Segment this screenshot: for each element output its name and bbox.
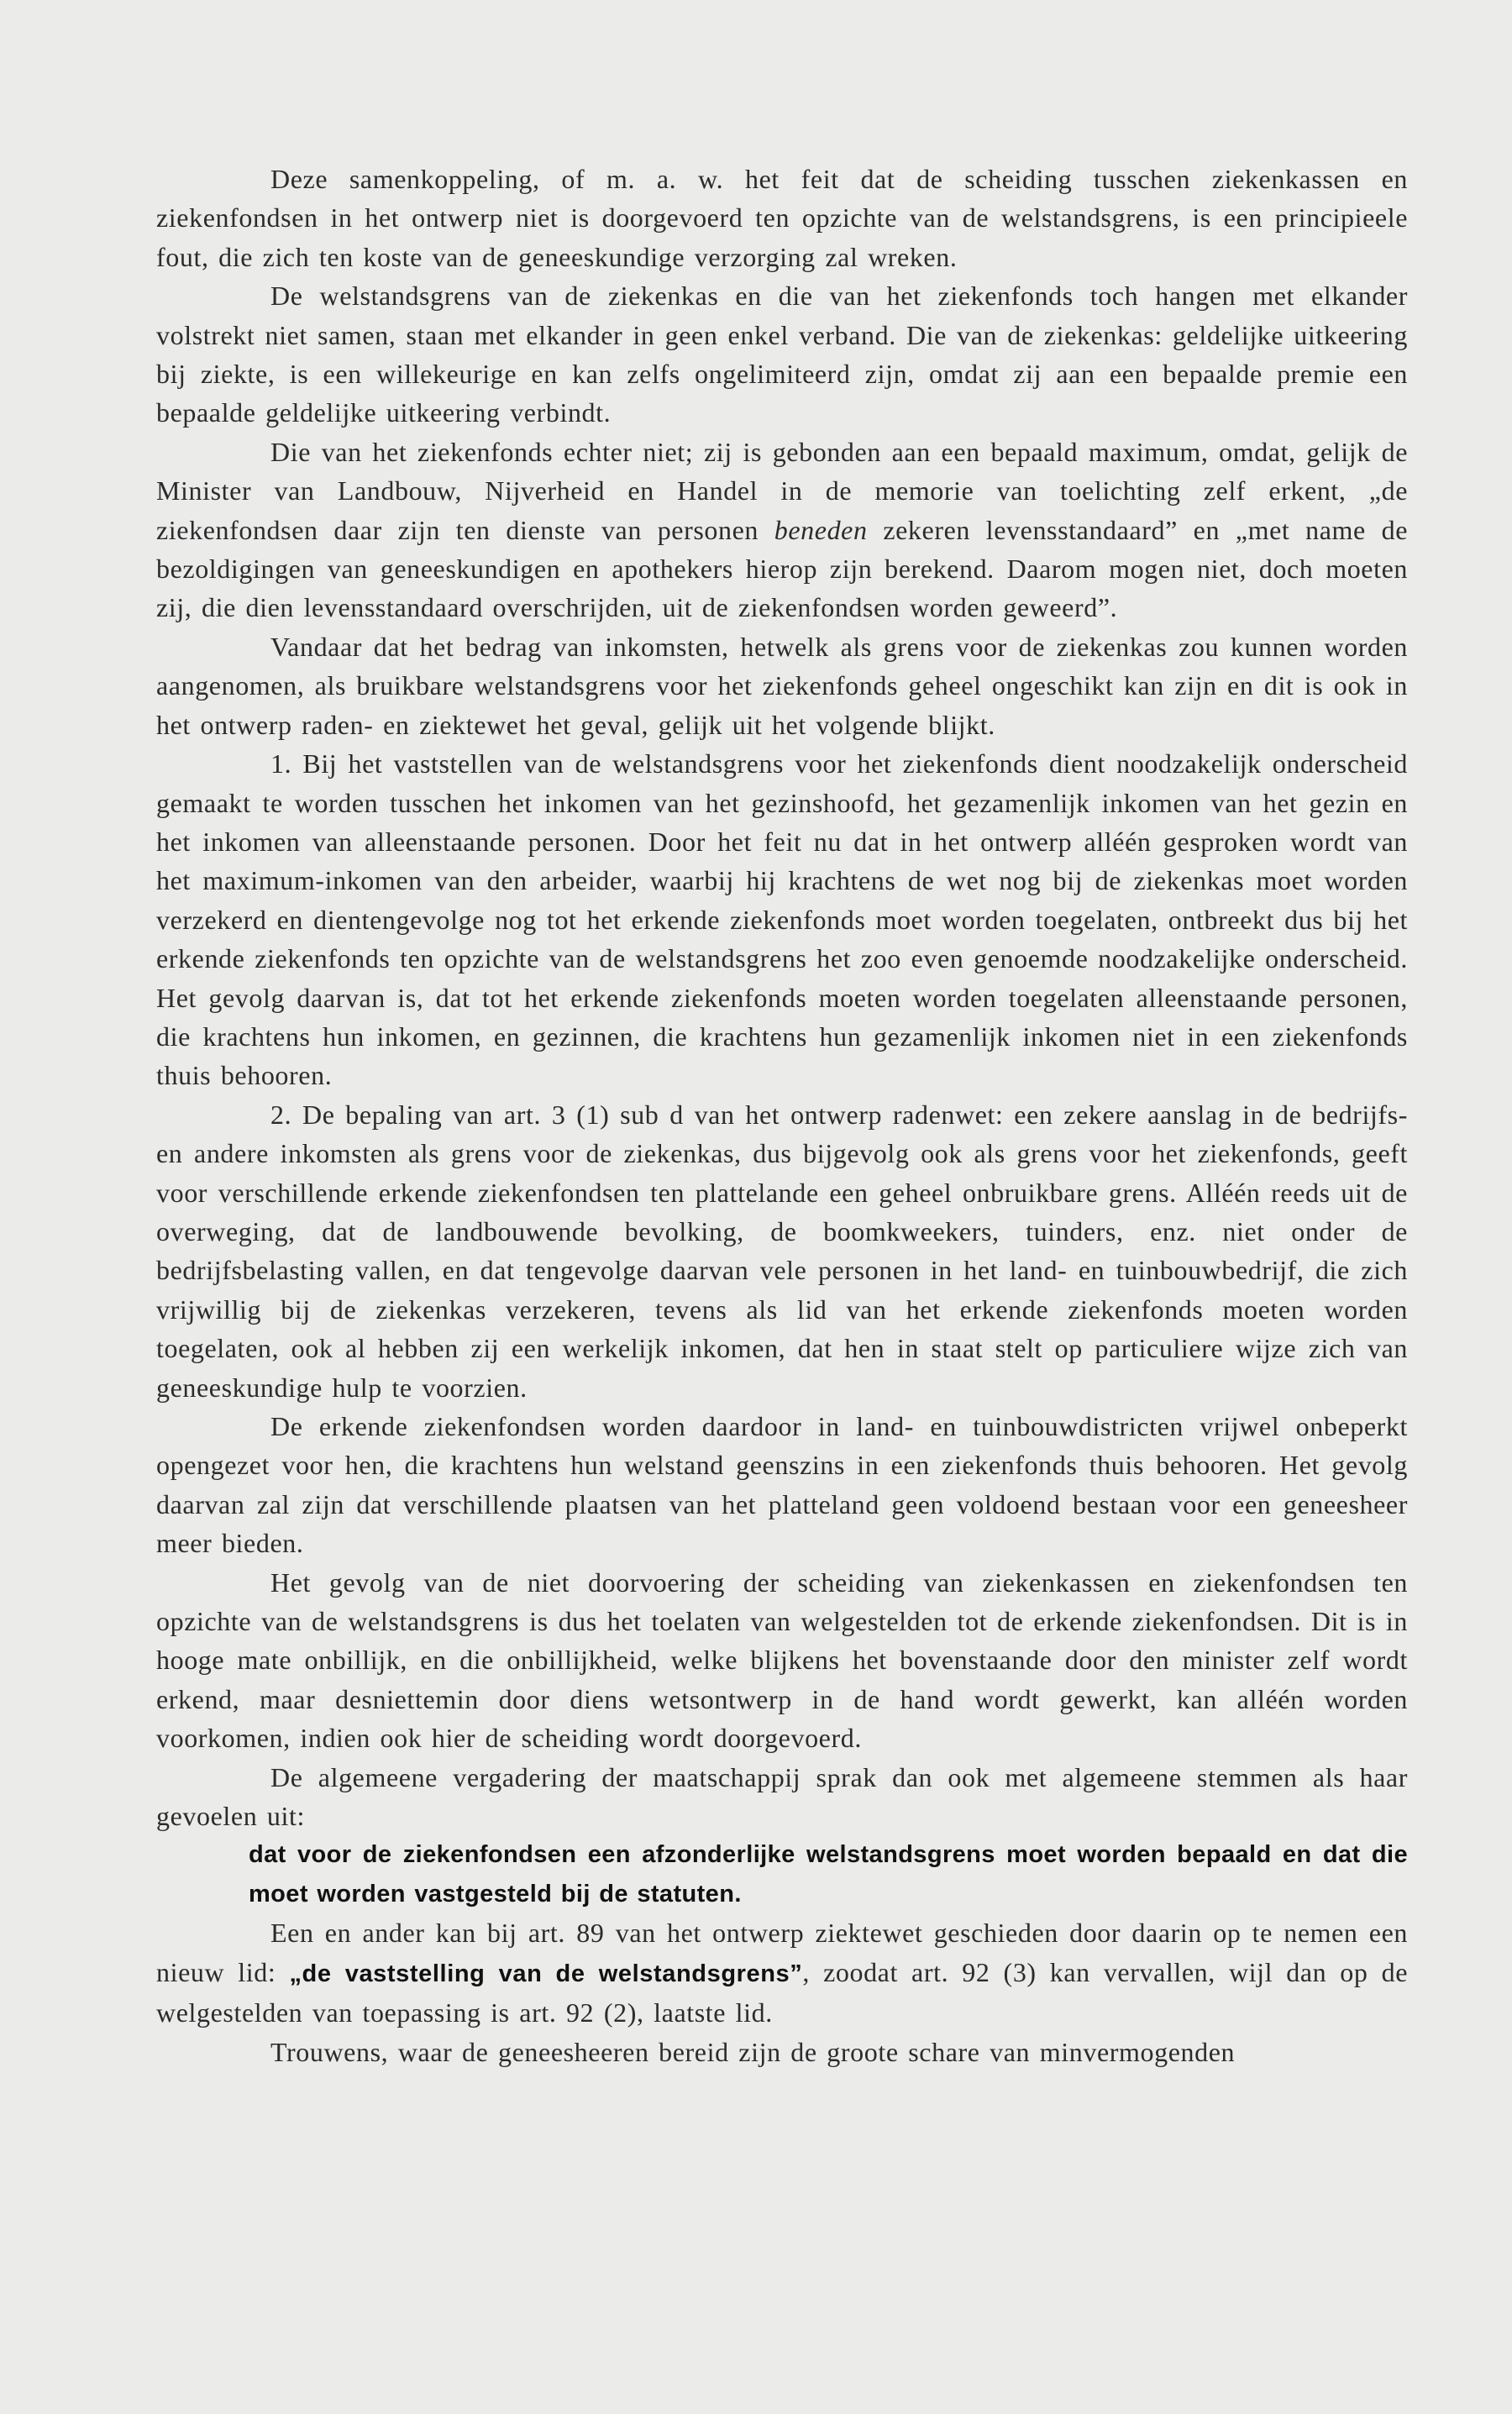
paragraph-11 [156,1913,1408,2032]
paragraph-11-text-after: , zoodat art. 92 (3) kan vervallen, wijl dan op de welgestelden van toepassing is art. 92 (2), laatste lid. [156,1956,1408,2028]
paragraph-11-text-before: Een en ander kan bij art. 89 van het ontwerp ziektewet geschieden door daarin op te nemen een nieuw lid: [156,1918,1408,1987]
paragraph-1: Deze samenkoppeling, of m. a. w. het feit dat de scheiding tusschen ziekenkassen en ziekenfondsen in het ontwerp niet is doorgevoerd ten opzichte van de welstandsgrens, is een principieele fout, die zich ten koste van de geneeskundige verzorging zal wreken. [156,164,1408,272]
paragraph-9: De algemeene vergadering der maatschappij sprak dan ook met algemeene stemmen als haar gevoelen uit: [156,1761,1408,1832]
paragraph-6-point-2: 2. De bepaling van art. 3 (1) sub d van het ontwerp radenwet: een zekere aanslag in de bedrijfs- en andere inkomsten als grens voor de ziekenkas, dus bijgevolg ook als grens voor het ziekenfonds, geeft voor verschillende erkende ziekenfondsen ten plattelande een geheel onbruikbare grens. Alléén reeds uit de overweging, dat de landbouwende bevolking, de boomkweekers, tuinders, enz. niet onder de bedrijfsbelasting vallen, en dat tengevolge daarvan vele personen in het land- en tuinbouwbedrijf, die zich vrijwillig bij de ziekenkas verzekeren, tevens als lid van het erkende ziekenfonds moeten worden toegelaten, ook al hebben zij een werkelijk inkomen, dat hen in staat stelt op particuliere wijze zich van geneeskundige hulp te voorzien. [156,1099,1408,1403]
resolution-statement: dat voor de ziekenfondsen een afzonderlijke welstandsgrens moet worden bepaald en dat die moet worden vastgesteld bij de statuten. [249,1841,1408,1908]
body-text [156,160,1408,2071]
paragraph-2: De welstandsgrens van de ziekenkas en die van het ziekenfonds toch hangen met elkander volstrekt niet samen, staan met elkander in geen enkel verband. Die van de ziekenkas: geldelijke uitkeering bij ziekte, is een willekeurige en kan zelfs ongelimiteerd zijn, omdat zij aan een bepaalde premie een bepaalde geldelijke uitkeering verbindt. [156,281,1408,428]
paragraph-12: Trouwens, waar de geneesheeren bereid zijn de groote schare van minvermogenden [270,2036,1236,2067]
paragraph-3 [156,433,1408,627]
paragraph-7: De erkende ziekenfondsen worden daardoor in land- en tuinbouwdistricten vrijwel onbeperkt opengezet voor hen, die krachtens hun welstand geenszins in een ziekenfonds thuis behooren. Het gevolg daarvan zal zijn dat verschillende plaatsen van het platteland geen voldoend bestaan voor een geneesheer meer bieden. [156,1411,1408,1559]
proposed-article-text: „de vaststelling van de welstandsgrens” [289,1960,803,1987]
paragraph-4: Vandaar dat het bedrag van inkomsten, hetwelk als grens voor de ziekenkas zou kunnen worden aangenomen, als bruikbare welstandsgrens voor het ziekenfonds geheel ongeschikt kan zijn en dit is ook in het ontwerp raden- en ziektewet het geval, gelijk uit het volgende blijkt. [156,631,1408,740]
paragraph-5-point-1: 1. Bij het vaststellen van de welstandsgrens voor het ziekenfonds dient noodzakelijk onderscheid gemaakt te worden tusschen het inkomen van het gezinshoofd, het gezamenlijk inkomen van het gezin en het inkomen van alleenstaande personen. Door het feit nu dat in het ontwerp alléén gesproken wordt van het maximum-inkomen van den arbeider, waarbij hij krachtens de wet nog bij de ziekenkas moet worden verzekerd en dientengevolge nog tot het erkende ziekenfonds moet worden toegelaten, ontbreekt dus bij het erkende ziekenfonds ten opzichte van de welstandsgrens het zoo even genoemde noodzakelijke onderscheid. Het gevolg daarvan is, dat tot het erkende ziekenfonds moeten worden toegelaten alleenstaande personen, die krachtens hun inkomen, en gezinnen, die krachtens hun gezamenlijk inkomen niet in een ziekenfonds thuis behooren. [156,748,1408,1091]
emphasized-word-beneden: beneden [774,514,868,545]
paragraph-3-text-before: Die van het ziekenfonds echter niet; zij is gebonden aan een bepaald maximum, omdat, gelijk de Minister van Landbouw, Nijverheid en Handel in de memorie van toelichting zelf erkent, „de ziekenfondsen daar zijn ten dienste van personen [156,436,1408,545]
paragraph-3-text-after: zekeren levensstandaard” en „met name de bezoldigingen van geneeskundigen en apothekers hierop zijn berekend. Daarom mogen niet, doch moeten zij, die dien levensstandaard overschrijden, uit de ziekenfondsen worden geweerd”. [156,514,1408,623]
paragraph-8: Het gevolg van de niet doorvoering der scheiding van ziekenkassen en ziekenfondsen ten opzichte van de welstandsgrens is dus het toelaten van welgestelden tot de erkende ziekenfondsen. Dit is in hooge mate onbillijk, en die onbillijkheid, welke blijkens het bovenstaande door den minister zelf wordt erkend, maar desniettemin door diens wetsontwerp in de hand wordt gewerkt, kan alléén worden voorkomen, indien ook hier de scheiding wordt doorgevoerd. [156,1566,1408,1754]
